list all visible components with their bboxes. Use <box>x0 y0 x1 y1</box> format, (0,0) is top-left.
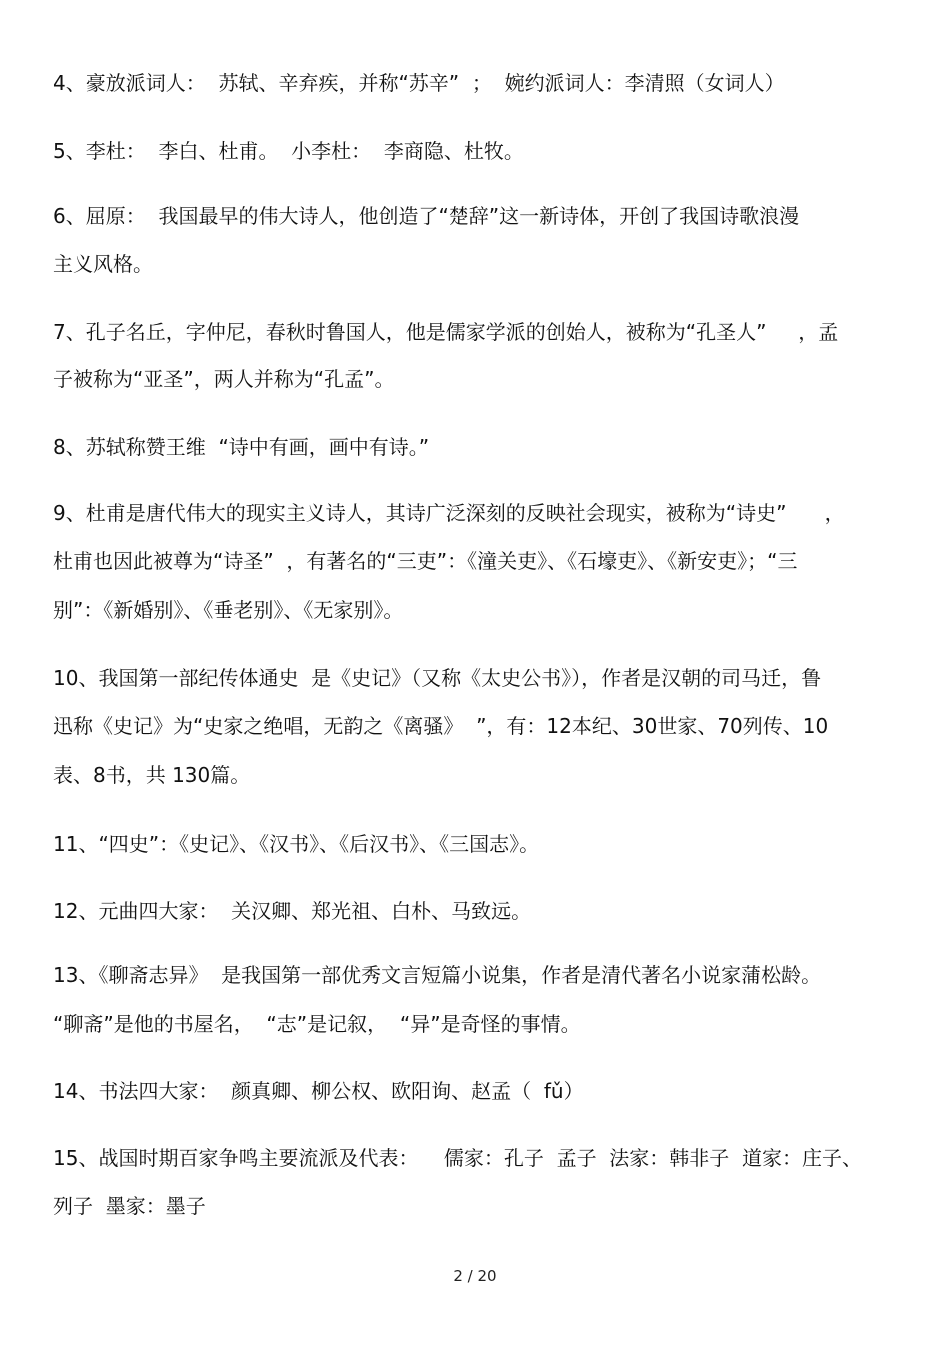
item-10-line-3: 表、8书，共 130篇。 <box>53 763 251 787</box>
item-8-line-1: 8、苏轼称赞王维 “诗中有画，画中有诗。” <box>53 435 430 459</box>
item-6-line-2: 主义风格。 <box>53 252 153 276</box>
item-7-line-2: 子被称为“亚圣”，两人并称为“孔孟”。 <box>53 367 395 391</box>
item-15-line-2: 列子 墨家：墨子 <box>53 1194 206 1218</box>
item-15-line-1: 15、战国时期百家争鸣主要流派及代表： 儒家：孔子 孟子 法家：韩非子 道家：庄子、 <box>53 1146 863 1170</box>
item-14-line-1: 14、书法四大家： 颜真卿、柳公权、欧阳询、赵孟（ fǔ） <box>53 1079 584 1103</box>
page-number: 2 / 20 <box>453 1267 497 1285</box>
item-7-line-1: 7、孔子名丘，字仲尼，春秋时鲁国人，他是儒家学派的创始人，被称为“孔圣人” ，孟 <box>53 320 839 344</box>
item-12-line-1: 12、元曲四大家： 关汉卿、郑光祖、白朴、马致远。 <box>53 899 532 923</box>
item-6-line-1: 6、屈原： 我国最早的伟大诗人，他创造了“楚辞”这一新诗体，开创了我国诗歌浪漫 <box>53 204 800 228</box>
item-13-line-2: “聊斋”是他的书屋名， “志”是记叙， “异”是奇怪的事情。 <box>53 1012 581 1036</box>
item-9-line-3: 别”：《新婚别》、《垂老别》、《无家别》。 <box>53 598 404 622</box>
item-13-line-1: 13、《聊斋志异》 是我国第一部优秀文言短篇小说集，作者是清代著名小说家蒲松龄。 <box>53 963 822 987</box>
item-9-line-2: 杜甫也因此被尊为“诗圣” ，有著名的“三吏”：《潼关吏》、《石壕吏》、《新安吏》；“三 <box>53 549 798 573</box>
item-11-line-1: 11、“四史”：《史记》、《汉书》、《后汉书》、《三国志》。 <box>53 832 540 856</box>
item-4-line-1: 4、豪放派词人： 苏轼、辛弃疾，并称“苏辛” ； 婉约派词人：李清照（女词人） <box>53 71 785 95</box>
item-10-line-2: 迅称《史记》为“史家之绝唱，无韵之《离骚》 ”，有：12本纪、30世家、70列传、10 <box>53 714 829 738</box>
item-10-line-1: 10、我国第一部纪传体通史 是《史记》（又称《太史公书》），作者是汉朝的司马迁，鲁 <box>53 666 822 690</box>
item-9-line-1: 9、杜甫是唐代伟大的现实主义诗人，其诗广泛深刻的反映社会现实，被称为“诗史” ， <box>53 501 845 525</box>
item-5-line-1: 5、李杜： 李白、杜甫。 小李杜： 李商隐、杜牧。 <box>53 139 524 163</box>
